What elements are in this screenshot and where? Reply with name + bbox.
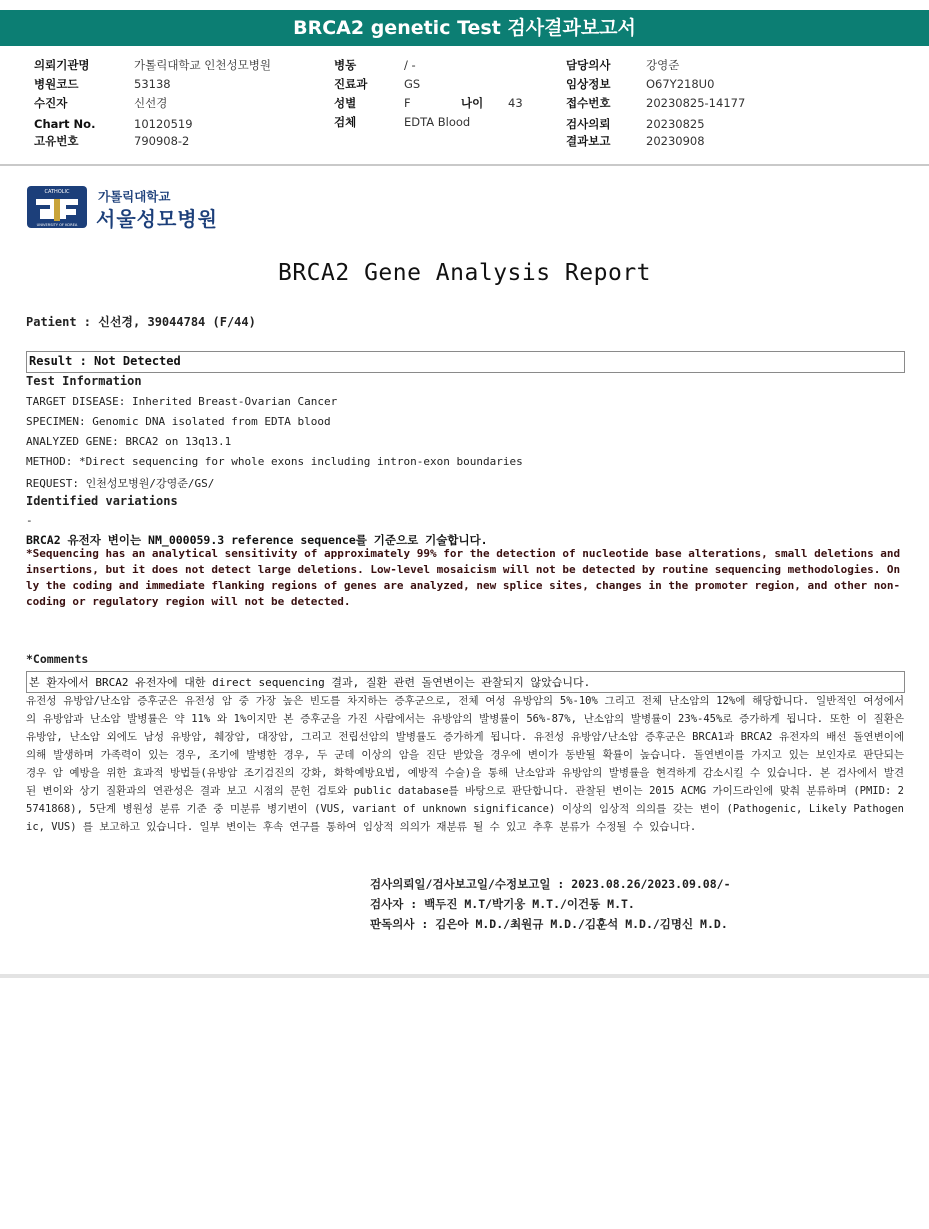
- identified-variations-value: -: [26, 514, 33, 527]
- value-receipt-number: 20230825-14177: [646, 96, 746, 110]
- result-box: [26, 351, 905, 373]
- label-specimen: 검체: [334, 115, 357, 129]
- method: METHOD: *Direct sequencing for whole exons including intron-exon boundaries: [26, 455, 523, 468]
- label-clinical-info: 임상정보: [566, 77, 611, 91]
- comment-summary-box: [26, 671, 905, 693]
- hospital-logo: [26, 185, 88, 229]
- value-requesting-institution: 가톨릭대학교 인천성모병원: [134, 58, 271, 72]
- comments-heading: *Comments: [26, 652, 89, 666]
- label-age: 나이: [461, 96, 484, 110]
- test-info-heading: Test Information: [26, 374, 142, 388]
- logo-hospital-name: 서울성모병원: [96, 207, 218, 231]
- value-test-request-date: 20230825: [646, 117, 705, 131]
- reference-sequence-note: BRCA2 유전자 변이는 NM_000059.3 reference sequence를 기준으로 기술합니다.: [26, 533, 488, 547]
- hospital-emblem-icon: [26, 185, 88, 229]
- target-disease: TARGET DISEASE: Inherited Breast-Ovarian Cancer: [26, 395, 338, 408]
- value-result-report-date: 20230908: [646, 134, 705, 148]
- patient-line: Patient : 신선경, 39044784 (F/44): [26, 315, 256, 329]
- result-text: Result : Not Detected: [29, 354, 181, 368]
- report-dates: 검사의뢰일/검사보고일/수정보고일 : 2023.08.26/2023.09.08/-: [370, 877, 731, 891]
- report-header-title: BRCA2 genetic Test 검사결과보고서: [0, 10, 929, 46]
- value-department: GS: [404, 77, 421, 91]
- request: REQUEST: 인천성모병원/강영준/GS/: [26, 477, 215, 490]
- label-hospital-code: 병원코드: [34, 77, 79, 91]
- label-sex: 성별: [334, 96, 357, 110]
- technicians: 검사자 : 백두진 M.T/박기웅 M.T./이건동 M.T.: [370, 897, 635, 911]
- logo-university-name: 가톨릭대학교: [98, 189, 171, 204]
- value-unique-number: 790908-2: [134, 134, 190, 148]
- identified-variations-heading: Identified variations: [26, 494, 178, 508]
- label-department: 진료과: [334, 77, 368, 91]
- comment-summary-text: 본 환자에서 BRCA2 유전자에 대한 direct sequencing 결과, 질환 관련 돌연변이는 관찰되지 않았습니다.: [29, 676, 591, 689]
- label-result-report-date: 결과보고: [566, 134, 611, 148]
- emblem-top-text: CATHOLIC: [44, 189, 70, 195]
- specimen: SPECIMEN: Genomic DNA isolated from EDTA blood: [26, 415, 331, 428]
- label-patient: 수진자: [34, 96, 68, 110]
- emblem-bottom-text: UNIVERSITY OF KOREA: [36, 223, 78, 227]
- report-title: BRCA2 Gene Analysis Report: [277, 260, 652, 286]
- value-attending-physician: 강영준: [646, 58, 680, 72]
- label-attending-physician: 담당의사: [566, 58, 611, 72]
- label-ward: 병동: [334, 58, 357, 72]
- comment-body: 유전성 유방암/난소암 증후군은 유전성 암 중 가장 높은 빈도를 차지하는 증후군으로, 전체 여성 유방암의 5%-10% 그리고 전체 난소암의 12%에 해당합니다. 일반적인 여성에서의 유방암과 난소암 발병률은 약 11% 와 1%이지만 본 증후군을 가진 사람에서는 유방암의 발병률이 56%-87%, 난소암의 발병률이 23%-45%로 증가하게 됩니다. 또한 이 질환은 유방암, 난소암 외에도 남성 유방암, 췌장암, 대장암, 그리고 전립선암의 발병률도 증가하게 됩니다. 유전성 유방암/난소암 증후군은 BRCA1과 BRCA2 유전자의 배선 돌연변이에 의해 발생하며 가족력이 있는 경우, 조기에 발병한 경우, 두 군데 이상의 암을 진단 받았을 경우에 변이가 동반될 확률이 높습니다. 돌연변이를 가지고 있는 보인자로 판단되는 경우 암 예방을 위한 효과적 방법들(유방암 조기검진의 강화, 화학예방요법, 예방적 수술)을 통해 난소암과 유방암의 발병률을 현격하게 감소시킬 수 있습니다. 본 검사에서 발견된 변이와 상기 질환과의 연관성은 결과 보고 시점의 문헌 검토와 public database를 바탕으로 판단합니다. 관찰된 변이는 2015 ACMG 가이드라인에 맞춰 분류하며 (PMID: 25741868), 5단계 병원성 분류 기준 중 미분류 병기변이 (VUS, variant of unknown significance) 이상의 임상적 의의를 갖는 변이 (Pathogenic, Likely Pathogenic, VUS) 를 보고하고 있습니다. 일부 변이는 후속 연구를 통하여 임상적 의의가 재분류 될 수 있고 추후 분류가 수정될 수 있습니다.: [26, 695, 904, 833]
- header-divider: [0, 164, 929, 166]
- label-chart-no: Chart No.: [34, 117, 96, 131]
- value-clinical-info: O67Y218U0: [646, 77, 715, 91]
- value-chart-no: 10120519: [134, 117, 193, 131]
- label-receipt-number: 접수번호: [566, 96, 611, 110]
- value-sex: F: [404, 96, 411, 110]
- label-requesting-institution: 의뢰기관명: [34, 58, 90, 72]
- value-patient: 신선경: [134, 96, 168, 110]
- value-ward: / -: [404, 58, 416, 72]
- value-age: 43: [508, 96, 523, 110]
- reviewing-physicians: 판독의사 : 김은아 M.D./최원규 M.D./김훈석 M.D./김명신 M.D.: [370, 917, 728, 931]
- footer-divider: [0, 974, 929, 978]
- value-specimen: EDTA Blood: [404, 115, 471, 129]
- label-unique-number: 고유번호: [34, 134, 79, 148]
- analyzed-gene: ANALYZED GENE: BRCA2 on 13q13.1: [26, 435, 232, 448]
- label-test-request-date: 검사의뢰: [566, 117, 611, 131]
- sequencing-limitation-note: *Sequencing has an analytical sensitivity of approximately 99% for the detection of nucleotide base alterations, small deletions and insertions, but it does not detect large deletions. Low-level mosaicism will not be detected by routine sequencing methodologies. Only the coding and immediate flanking regions of genes are analyzed, new splice sites, changes in the promoter region, and other non-coding or regulatory region will not be detected.: [26, 547, 901, 608]
- value-hospital-code: 53138: [134, 77, 171, 91]
